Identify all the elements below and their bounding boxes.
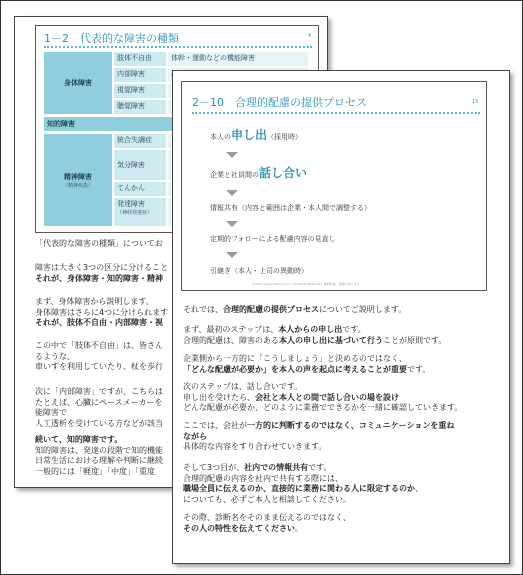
step1-paragraph: まず、最初のステップは、本人からの申し出です。 合理的配慮は、障害のある本人の申し出に基づいて行うことが原則です。	[183, 325, 447, 345]
flow-step-request: 本人の申し出（採用時）	[210, 128, 303, 142]
sub-visual: 視覚障害	[114, 84, 166, 98]
sub-schizophrenia: 統合失調症	[114, 134, 166, 148]
category-intellectual: 知的障害	[44, 117, 308, 131]
sub-mood: 気分障害	[114, 150, 166, 180]
slide-title: 2－10 合理的配慮の提供プロセス	[192, 96, 367, 109]
slide-page-number: 15	[472, 99, 479, 105]
back-paragraph: 次に「内部障害」ですが、こちらは たとえば、心臓にペースメーカーを 能障害で 人工透析を受けている方などが該当	[35, 387, 163, 428]
slide-title: 1－2 代表的な障害の種類	[44, 32, 179, 45]
step3-paragraph: そして3つ目が、社内での情報共有です。 合理的配慮の内容を社内で共有する際には、 職場全員に伝えるのか、直接的に業務に関わる人に限定するのか、 についても、必ずご本人と相談してください。	[183, 463, 423, 504]
sub-internal: 内部障害	[114, 68, 166, 82]
sub-hearing: 聴覚障害	[114, 100, 166, 114]
step2-paragraph: 次のステップは、話し合いです。 申し出を受けたら、会社と本人との間で話し合いの場を設け どんな配慮が必要か、どのように業務でできるかを一緒に確認していきます。	[183, 382, 463, 412]
slide-page-number: 4	[308, 33, 312, 39]
step1b-paragraph: 企業側から一方的に「こうしましょう」と決めるのではなく、 「どんな配慮が必要か」を本人の声を起点に考えることが重要です。	[183, 354, 431, 374]
down-arrow-icon	[226, 221, 238, 227]
flow-step-discussion: 企業と社員間の話し合い	[210, 166, 308, 180]
step2b-paragraph: ここでは、会社が一方的に判断するのではなく、コミュニケーションを重ね ながら 具体的な内容をすり合わせていきます。	[183, 421, 455, 451]
step3b-paragraph: その際、診断名をそのまま伝えるのではなく、 その人の特性を伝えてください。	[183, 513, 351, 533]
back-paragraph: 障害は大きく3つの区分に分けること それが、身体障害・知的障害・精神	[35, 263, 169, 283]
sub-developmental: 発達障害 （神経発達症）	[114, 198, 166, 226]
down-arrow-icon	[226, 190, 238, 196]
category-mental: 精神障害 （精神疾患）	[44, 134, 112, 226]
back-paragraph: まず、身体障害から説明します。 身体障害はさらに4つに分けられます それが、肢体不自由・内部障害・視	[35, 297, 169, 327]
slide-copyright: ©2024 Legal Advisory Inc. All Rights Reserved. 無断転載・複製を禁じます。	[252, 282, 363, 286]
category-physical: 身体障害	[44, 52, 112, 114]
sub-limb: 肢体不自由	[114, 52, 166, 66]
flow-step-sharing: 情報共有（内容と範囲は企業・本人間で調整する）	[210, 204, 371, 212]
title-divider	[44, 46, 312, 48]
document-page-front	[172, 70, 510, 564]
flow-step-handover: 引継ぎ（本人・上司の異動時）	[210, 267, 308, 275]
down-arrow-icon	[226, 252, 238, 258]
down-arrow-icon	[226, 152, 238, 158]
desc-limb: 体幹・運動などの機能障害	[168, 52, 308, 66]
slide-accommodation-process	[181, 81, 487, 291]
back-paragraph: この中で「肢体不自由」は、皆さん るような、 車いすを利用していたり、杖を歩行	[35, 341, 163, 371]
flow-step-followup: 定期的フォローによる配慮内容の見直し	[210, 235, 336, 243]
title-divider	[192, 112, 480, 114]
intro-paragraph: それでは、合理的配慮の提供プロセスについてご説明します。	[183, 305, 407, 314]
sub-epilepsy: てんかん	[114, 182, 166, 196]
back-paragraph: 「代表的な障害の種類」についてお	[35, 239, 163, 248]
back-paragraph: 続いて、知的障害です。 知的障害は、発達の段階で知的機能 日常生活における理解や判断に継続 一般的には「軽度」「中度」「重度	[35, 435, 163, 476]
